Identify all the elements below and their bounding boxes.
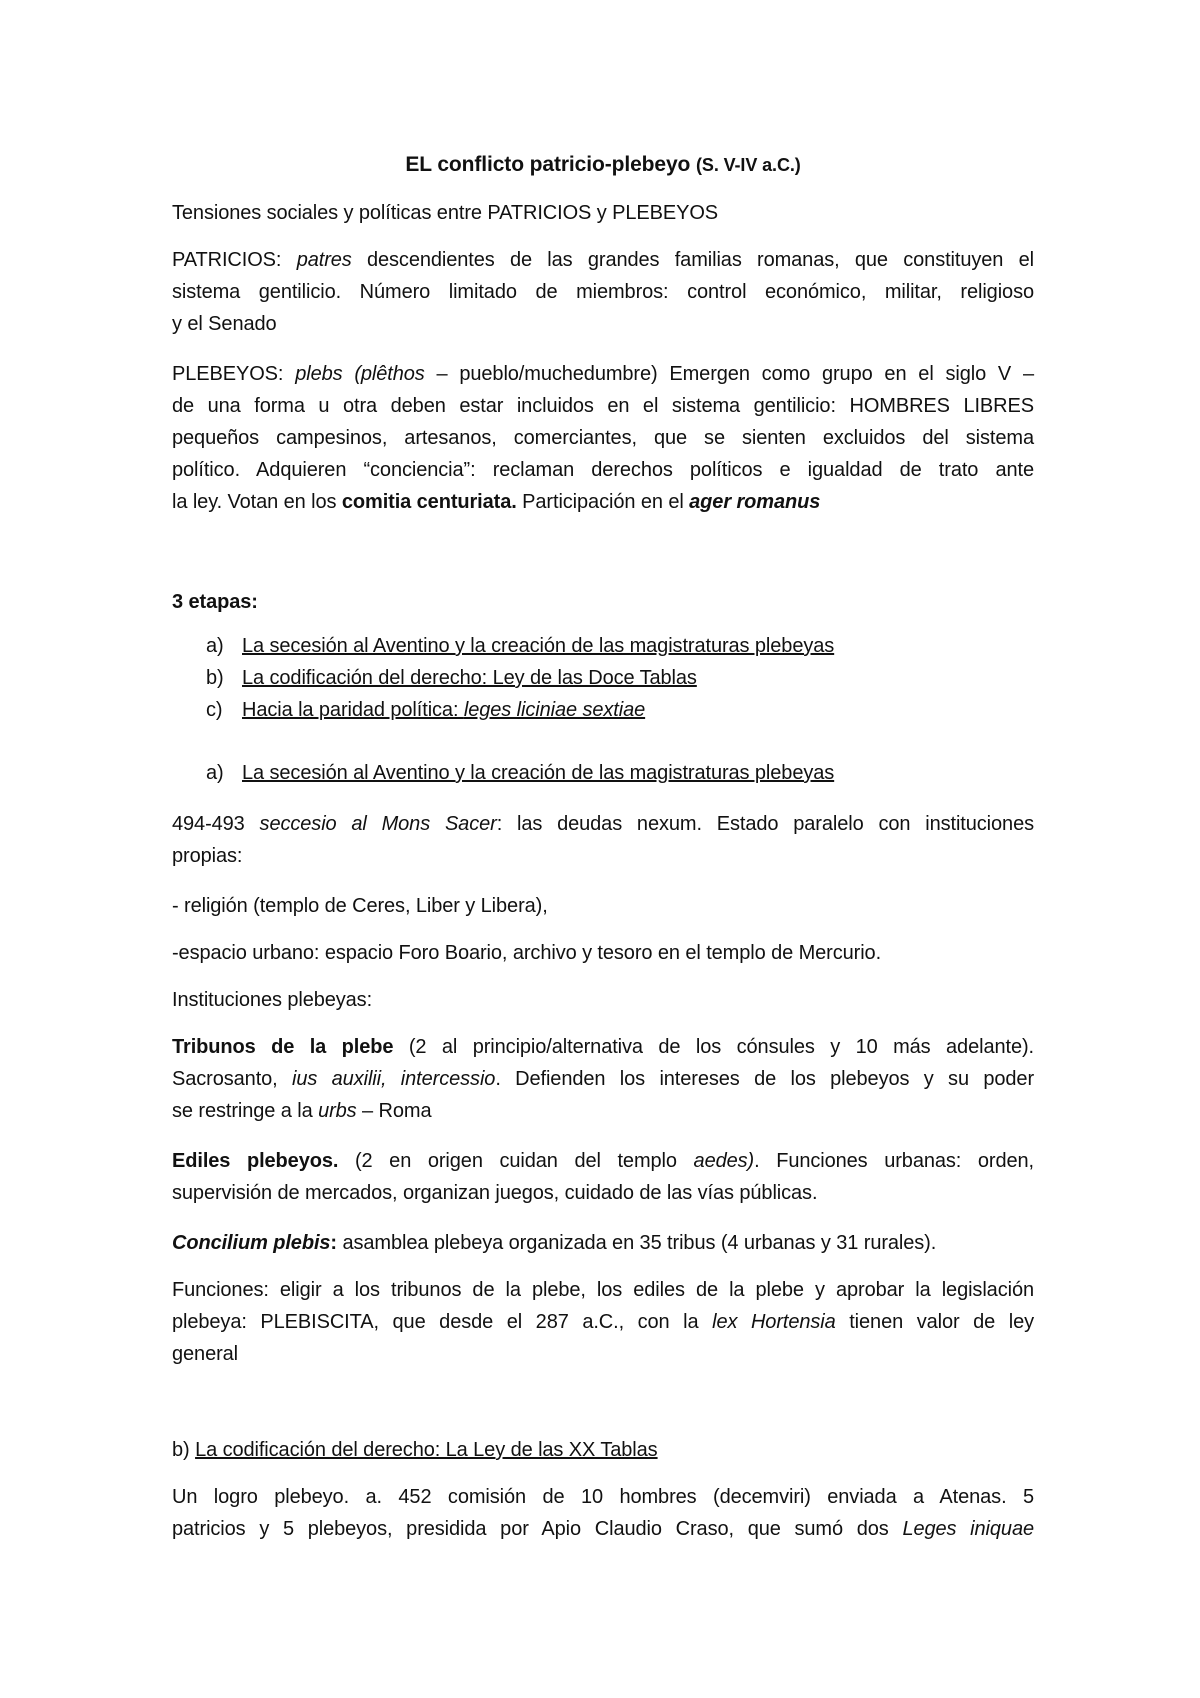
section-a-line-2: propias: — [172, 845, 243, 867]
concilium-text: asamblea plebeya organizada en 35 tribus (4 urbanas y 31 rurales). — [336, 1232, 937, 1254]
tribunos-line-3-c: – Roma — [356, 1100, 432, 1122]
ediles-line-1-c: . Funciones urbanas: orden, — [754, 1150, 1034, 1172]
plebeyos-line-2: de una forma u otra deben estar incluidos en el sistema gentilicio: HOMBRES LIBRES — [172, 395, 1034, 417]
tribunos-line-2-a: Sacrosanto, — [172, 1068, 293, 1090]
ediles-line-2: supervisión de mercados, organizan juegos, cuidado de las vías públicas. — [172, 1182, 818, 1204]
funciones-line-2 — [172, 1306, 1034, 1338]
section-b-marker: b) — [172, 1439, 190, 1461]
intro-paragraph: Tensiones sociales y políticas entre PATRICIOS y PLEBEYOS — [172, 202, 719, 224]
ediles-label: Ediles plebeyos. — [172, 1150, 339, 1172]
tribunos-line-3 — [172, 1095, 1034, 1127]
tribunos-line-2-c: . Defienden los intereses de los plebeyos y su poder — [495, 1068, 1034, 1090]
etapa-item-b — [206, 662, 697, 694]
section-a-heading-text: La secesión al Aventino y la creación de las magistraturas plebeyas — [242, 762, 835, 784]
section-b-line-2-a: patricios y 5 plebeyos, presidida por Apio Claudio Craso, que sumó dos — [172, 1518, 903, 1540]
plebeyos-label: PLEBEYOS: — [172, 363, 284, 385]
section-b-heading — [172, 1434, 1034, 1466]
tribunos-line-1 — [172, 1031, 1034, 1063]
patricios-term: patres — [296, 249, 352, 271]
plebeyos-term: plebs (plêthos — [295, 363, 425, 385]
urbs-term: urbs — [318, 1100, 357, 1122]
page-title — [172, 150, 1034, 180]
section-a-marker: a) — [206, 762, 224, 784]
funciones-paragraph — [172, 1274, 1034, 1370]
patricios-paragraph — [172, 244, 1034, 340]
etapa-marker-c: c) — [206, 699, 223, 721]
plebeyos-line-1 — [172, 358, 1034, 390]
lex-hortensia: lex Hortensia — [712, 1311, 836, 1333]
patricios-line-2: sistema gentilicio. Número limitado de miembros: control económico, militar, religioso — [172, 281, 1034, 303]
tribunos-label: Tribunos de la plebe — [172, 1036, 394, 1058]
title-period: (S. V-IV a.C.) — [696, 155, 801, 175]
patricios-label: PATRICIOS: — [172, 249, 282, 271]
seccesio-term: seccesio al Mons Sacer — [259, 813, 497, 835]
etapa-item-c — [206, 694, 645, 726]
section-b-line-1: Un logro plebeyo. a. 452 comisión de 10 hombres (decemviri) enviada a Atenas. 5 — [172, 1486, 1034, 1508]
section-a-line-1 — [172, 808, 1034, 840]
etapa-text-c: Hacia la paridad política: — [242, 699, 464, 721]
title-main: EL conflicto patricio-plebeyo — [405, 153, 691, 176]
section-a-paragraph-1 — [172, 808, 1034, 872]
plebeyos-line-5-c: Participación en el — [516, 491, 690, 513]
etapas-heading: 3 etapas: — [172, 591, 258, 613]
plebeyos-line-3: pequeños campesinos, artesanos, comerciantes, que se sienten excluidos del sistema — [172, 427, 1034, 449]
aedes-term: aedes) — [693, 1150, 755, 1172]
tribunos-line-2-italic: ius auxilii, intercessio — [292, 1068, 496, 1090]
plebeyos-line-5-a: la ley. Votan en los — [172, 491, 342, 513]
espacio-line: -espacio urbano: espacio Foro Boario, archivo y tesoro en el templo de Mercurio. — [172, 942, 882, 964]
tribunos-line-3-a: se restringe a la — [172, 1100, 319, 1122]
plebeyos-paragraph — [172, 358, 1034, 518]
section-b-heading-text: La codificación del derecho: La Ley de las XX Tablas — [195, 1439, 658, 1461]
funciones-line-2-c: tienen valor de ley — [835, 1311, 1035, 1333]
patricios-line-1-text: descendientes de las grandes familias romanas, que constituyen el — [351, 249, 1034, 271]
section-b-paragraph — [172, 1481, 1034, 1545]
funciones-line-2-a: plebeya: PLEBISCITA, que desde el 287 a.C., con la — [172, 1311, 713, 1333]
etapa-text-b: La codificación del derecho: Ley de las Doce Tablas — [242, 667, 697, 689]
concilium-colon: : — [330, 1232, 337, 1254]
section-a-line-1-text: : las deudas nexum. Estado paralelo con instituciones — [496, 813, 1034, 835]
plebeyos-line-5 — [172, 486, 1034, 518]
tribunos-line-2 — [172, 1063, 1034, 1095]
section-a-heading — [206, 757, 834, 789]
funciones-line-1: Funciones: eligir a los tribunos de la plebe, los ediles de la plebe y aprobar la legislación — [172, 1279, 1034, 1301]
etapa-marker-b: b) — [206, 667, 224, 689]
comitia-centuriata: comitia centuriata. — [341, 491, 517, 513]
concilium-paragraph — [172, 1227, 1034, 1259]
ediles-paragraph — [172, 1145, 1034, 1209]
plebeyos-line-1-text: – pueblo/muchedumbre) Emergen como grupo en el siglo V – — [424, 363, 1034, 385]
tribunos-line-1-text: (2 al principio/alternativa de los cónsules y 10 más adelante). — [393, 1036, 1034, 1058]
ager-romanus: ager romanus — [689, 491, 821, 513]
ediles-line-1 — [172, 1145, 1034, 1177]
concilium-label: Concilium plebis — [172, 1232, 331, 1254]
instituciones-line: Instituciones plebeyas: — [172, 989, 373, 1011]
etapa-marker-a: a) — [206, 635, 224, 657]
etapa-item-a — [206, 630, 834, 662]
plebeyos-line-4: político. Adquieren “conciencia”: reclaman derechos políticos e igualdad de trato ante — [172, 459, 1034, 481]
section-b-line-2 — [172, 1513, 1034, 1545]
etapa-text-c-italic: leges liciniae sextiae — [463, 699, 646, 721]
leges-iniquae: Leges iniquae — [902, 1518, 1034, 1540]
ediles-line-1-a: (2 en origen cuidan del templo — [338, 1150, 694, 1172]
patricios-line-1 — [172, 244, 1034, 276]
section-a-dates: 494-493 — [172, 813, 260, 835]
funciones-line-3: general — [172, 1343, 239, 1365]
tribunos-paragraph — [172, 1031, 1034, 1127]
patricios-line-3: y el Senado — [172, 313, 277, 335]
religion-line: - religión (templo de Ceres, Liber y Libera), — [172, 895, 548, 917]
etapa-text-a: La secesión al Aventino y la creación de las magistraturas plebeyas — [242, 635, 835, 657]
